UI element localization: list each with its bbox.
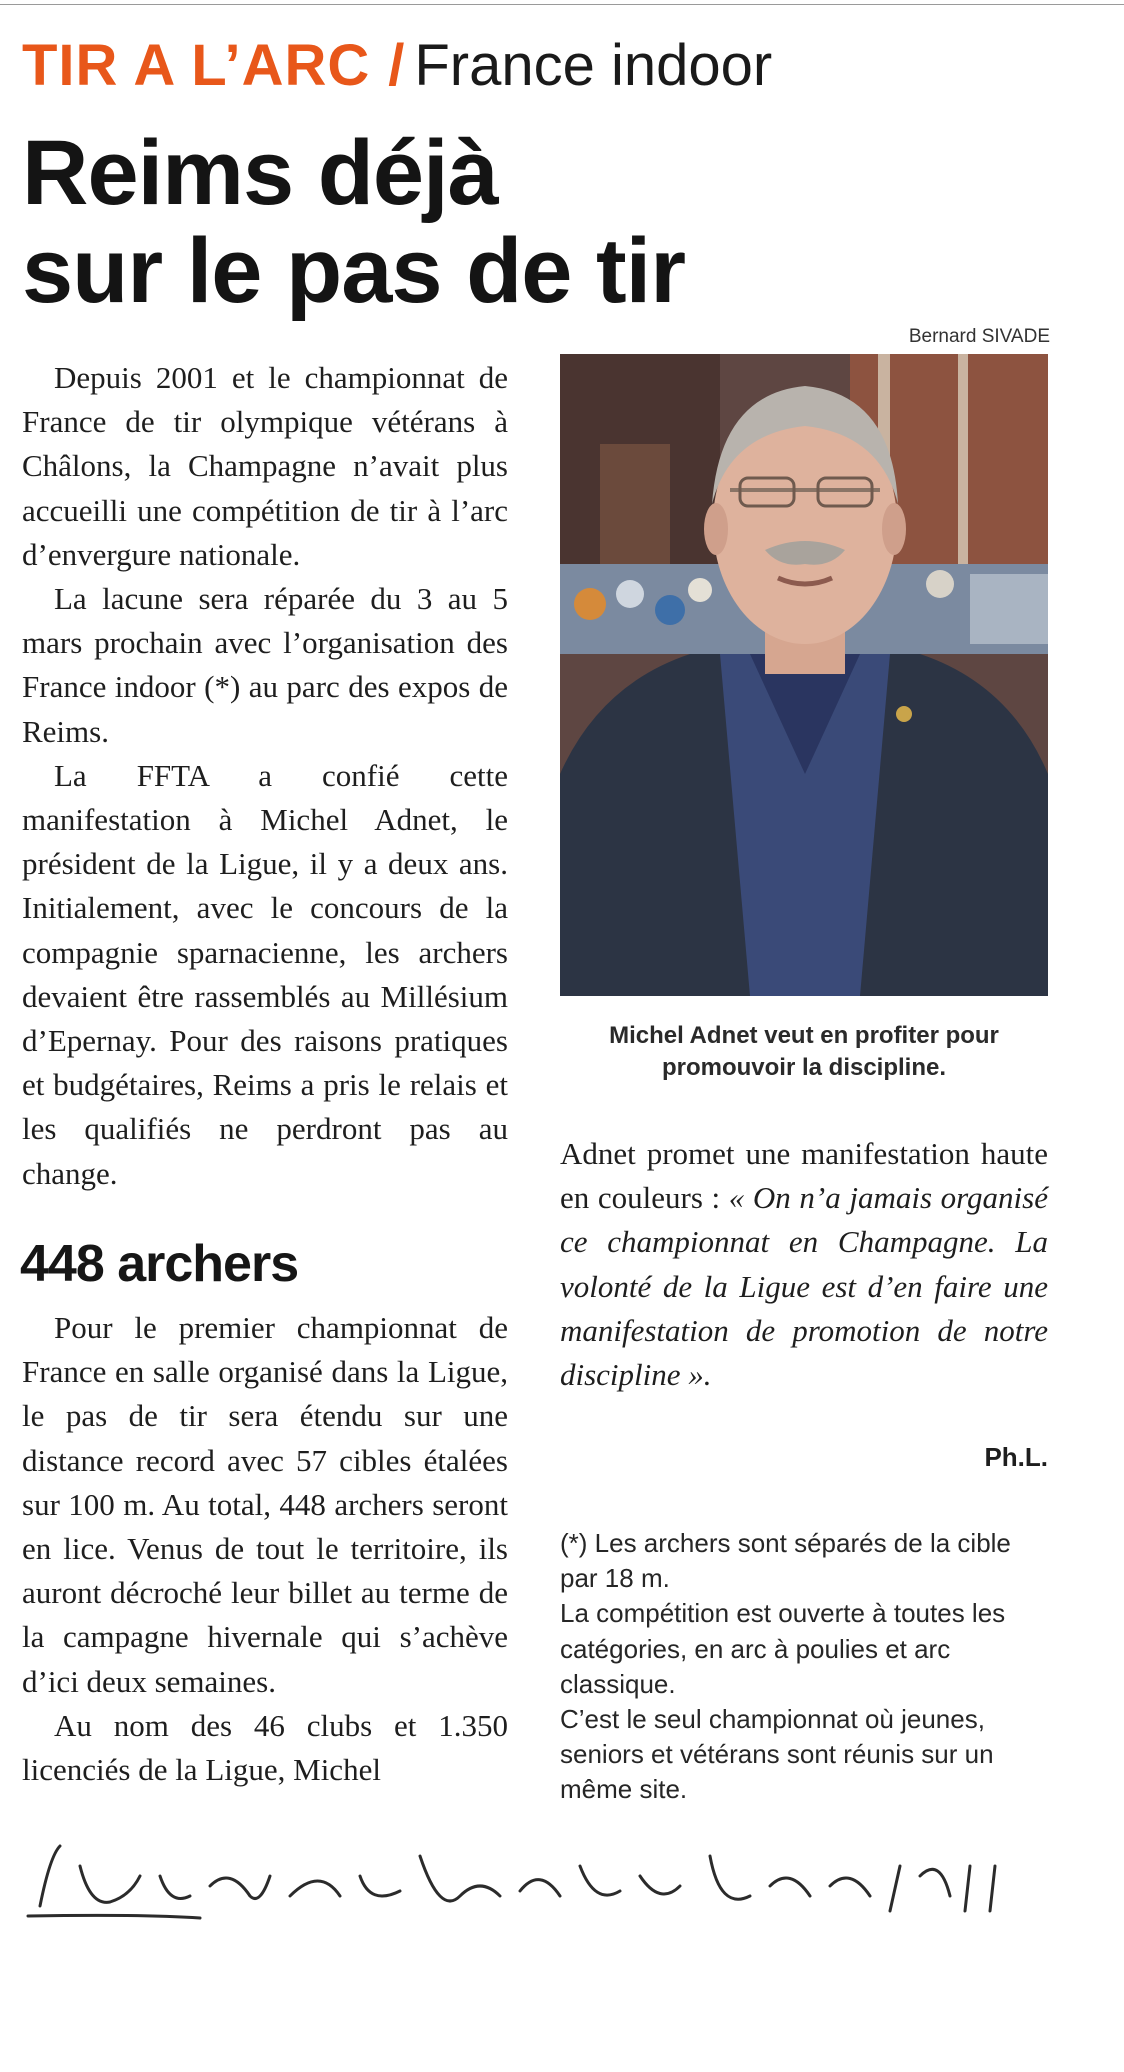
body-column-left <box>22 356 508 1196</box>
portrait-photo <box>560 354 1048 996</box>
kicker-section: France indoor <box>414 33 773 98</box>
portrait-illustration <box>560 354 1048 996</box>
photo-credit: Bernard SIVADE <box>908 326 1050 347</box>
kicker-separator: / <box>388 33 405 98</box>
author-signature: Ph.L. <box>984 1442 1048 1472</box>
footnote-line: La compétition est ouverte à toutes les catégories, en arc à poulies et arc classique. <box>560 1598 1006 1699</box>
body-paragraph: Pour le premier championnat de France en salle organisé dans la Ligue, le pas de tir sera étendu sur une distance record avec 57 cibles étalées sur 100 m. Au total, 448 archers seront en lice. Venus de tout le territoire, ils auront décroché leur billet au terme de la campagne hivernale qui s’achève d’ici deux semaines. <box>22 1310 508 1699</box>
body-paragraph: Depuis 2001 et le championnat de France de tir olympique vétérans à Châlons, la Champagne n’avait plus accueilli une compétition de tir à l’arc d’envergure nationale. <box>22 360 508 572</box>
body-paragraph: La lacune sera réparée du 3 au 5 mars prochain avec l’organisation des France indoor (*) au parc des expos de Reims. <box>22 581 508 749</box>
footnote-box <box>560 1526 1030 1808</box>
body-column-left-continued <box>22 1306 508 1792</box>
article-headline <box>22 124 685 320</box>
paragraph-lead: Adnet promet une manifestation haute en couleurs : <box>560 1136 1048 1216</box>
section-kicker <box>22 34 772 98</box>
footnote-line: (*) Les archers sont séparés de la cible par 18 m. <box>560 1528 1011 1594</box>
body-column-right <box>560 1132 1048 1397</box>
body-paragraph <box>560 1132 1048 1397</box>
pull-quote: « On n’a jamais organisé ce championnat en Champagne. La volonté de la Ligue est d’en faire une manifestation de promotion de notre discipline ». <box>560 1180 1048 1393</box>
section-subhead: 448 archers <box>20 1235 299 1293</box>
photo-caption: Michel Adnet veut en profiter pour promouvoir la discipline. <box>609 1022 999 1081</box>
kicker-sport: TIR A L’ARC <box>22 33 371 98</box>
body-paragraph: La FFTA a confié cette manifestation à Michel Adnet, le président de la Ligue, il y a deux ans. Initialement, avec le concours de la compagnie sparnacienne, les archers devaient être rassemblés au Millésium d’Epernay. Pour des raisons pratiques et budgétaires, Reims a pris le relais et les qualifiés ne perdront pas au change. <box>22 757 508 1191</box>
headline-line-1: Reims déjà <box>22 122 498 224</box>
body-paragraph: Au nom des 46 clubs et 1.350 licenciés de la Ligue, Michel <box>22 1707 508 1788</box>
headline-line-2: sur le pas de tir <box>22 220 686 322</box>
page-top-rule <box>0 4 1124 5</box>
footnote-line: C’est le seul championnat où jeunes, seniors et vétérans sont réunis sur un même site. <box>560 1704 994 1805</box>
handwritten-source-note <box>20 1836 1030 1926</box>
